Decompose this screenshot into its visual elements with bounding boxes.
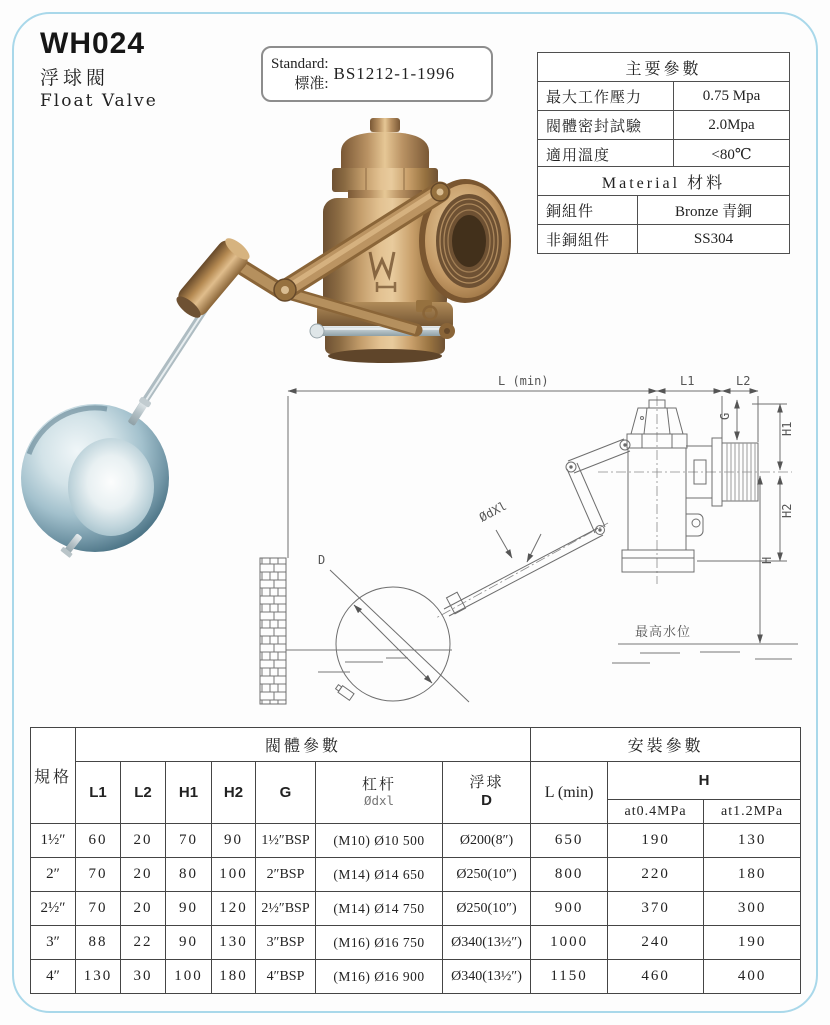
col-head-l1: L1 <box>76 762 121 824</box>
cell-lever: (M10) Ø10 500 <box>316 824 443 858</box>
cell-lmin: 800 <box>531 858 608 892</box>
cell-lmin: 1000 <box>531 926 608 960</box>
group-head-install: 安裝參數 <box>531 728 801 762</box>
table-row <box>31 926 801 960</box>
cell-lmin: 650 <box>531 824 608 858</box>
material-table <box>537 166 790 254</box>
cell-spec: 2″ <box>31 858 76 892</box>
table-row <box>538 140 790 169</box>
dim-label-l1: L1 <box>680 374 695 388</box>
cell-h2: 130 <box>212 926 256 960</box>
cell-lever: (M16) Ø16 900 <box>316 960 443 994</box>
cell-lmin: 1150 <box>531 960 608 994</box>
table-row <box>538 111 790 140</box>
col-head-h04: at0.4MPa <box>608 800 704 824</box>
cell-float: Ø200(8″) <box>443 824 531 858</box>
param-label: 最大工作壓力 <box>538 82 674 111</box>
param-value: 2.0Mpa <box>674 111 790 140</box>
col-head-float-cn: 浮球 <box>469 774 504 791</box>
cell-h04: 370 <box>608 892 704 926</box>
table-row <box>31 960 801 994</box>
cell-spec: 4″ <box>31 960 76 994</box>
table-row <box>538 167 790 196</box>
cell-lever: (M16) Ø16 750 <box>316 926 443 960</box>
title-block <box>40 28 158 111</box>
product-name-en: Float Valve <box>40 90 158 111</box>
cell-h12: 300 <box>704 892 801 926</box>
dim-label-h2: H2 <box>780 503 794 518</box>
dim-label-h: H <box>760 556 774 564</box>
dim-label-lmin: L (min) <box>498 374 549 388</box>
cell-g: 4″BSP <box>256 960 316 994</box>
cell-l2: 30 <box>121 960 166 994</box>
table-row <box>538 225 790 254</box>
material-label: 銅組件 <box>538 196 638 225</box>
cell-h1: 90 <box>166 892 212 926</box>
main-params-title: 主要參數 <box>538 53 790 82</box>
col-head-spec: 規格 <box>31 728 76 824</box>
cell-l2: 22 <box>121 926 166 960</box>
dim-label-d: D <box>318 553 326 567</box>
standard-label-en: Standard: <box>271 55 329 72</box>
cell-l1: 70 <box>76 892 121 926</box>
param-value: 0.75 Mpa <box>674 82 790 111</box>
cell-spec: 3″ <box>31 926 76 960</box>
dim-label-l2: L2 <box>736 374 751 388</box>
col-head-h12: at1.2MPa <box>704 800 801 824</box>
material-title: Material 材料 <box>538 167 790 196</box>
standard-labels <box>271 54 329 95</box>
cell-spec: 1½″ <box>31 824 76 858</box>
cell-h04: 240 <box>608 926 704 960</box>
table-row <box>31 728 801 762</box>
spec-table <box>30 727 801 994</box>
standard-box <box>261 46 493 102</box>
wall-hatch <box>260 558 286 704</box>
table-row <box>538 82 790 111</box>
cell-g: 2½″BSP <box>256 892 316 926</box>
cell-g: 1½″BSP <box>256 824 316 858</box>
col-head-float-dim: D <box>481 792 492 810</box>
cell-h04: 190 <box>608 824 704 858</box>
water-level-label: 最高水位 <box>635 624 692 639</box>
table-row <box>31 858 801 892</box>
cell-l1: 60 <box>76 824 121 858</box>
material-value: Bronze 青銅 <box>638 196 790 225</box>
table-row <box>31 824 801 858</box>
centerlines <box>393 396 792 644</box>
col-head-l2: L2 <box>121 762 166 824</box>
product-name-cn: 浮球閥 <box>40 67 110 89</box>
cell-l2: 20 <box>121 892 166 926</box>
cell-h12: 130 <box>704 824 801 858</box>
cell-h1: 80 <box>166 858 212 892</box>
technical-drawing <box>250 372 810 722</box>
table-row <box>538 196 790 225</box>
material-label: 非銅組件 <box>538 225 638 254</box>
cell-h1: 100 <box>166 960 212 994</box>
group-head-valve: 閥體參數 <box>76 728 531 762</box>
cell-lever: (M14) Ø14 650 <box>316 858 443 892</box>
cell-h1: 90 <box>166 926 212 960</box>
cell-lmin: 900 <box>531 892 608 926</box>
cell-float: Ø250(10″) <box>443 892 531 926</box>
dim-label-h1: H1 <box>780 421 794 436</box>
col-head-lever-cn: 杠杆 <box>361 776 396 793</box>
cell-h04: 220 <box>608 858 704 892</box>
float-ball <box>21 396 169 558</box>
cell-h2: 120 <box>212 892 256 926</box>
table-row <box>538 53 790 82</box>
cell-h12: 190 <box>704 926 801 960</box>
table-row <box>31 892 801 926</box>
cell-l1: 70 <box>76 858 121 892</box>
standard-label-cn: 標准: <box>294 76 329 92</box>
param-label: 閥體密封試驗 <box>538 111 674 140</box>
col-head-float <box>443 762 531 824</box>
col-head-lever-dim: Ødxl <box>363 792 395 808</box>
col-head-h-group: H <box>608 762 801 800</box>
cell-l1: 130 <box>76 960 121 994</box>
col-head-g: G <box>256 762 316 824</box>
cell-float: Ø250(10″) <box>443 858 531 892</box>
cell-l2: 20 <box>121 858 166 892</box>
cell-g: 2″BSP <box>256 858 316 892</box>
product-model: WH024 <box>40 27 146 60</box>
cell-l2: 20 <box>121 824 166 858</box>
cell-g: 3″BSP <box>256 926 316 960</box>
rod-sleeve <box>172 233 255 322</box>
cell-float: Ø340(13½″) <box>443 926 531 960</box>
water-level-lines <box>286 644 798 672</box>
param-label: 適用溫度 <box>538 140 674 169</box>
col-head-h1: H1 <box>166 762 212 824</box>
cell-h2: 100 <box>212 858 256 892</box>
dim-label-g: G <box>718 412 732 420</box>
col-head-lever <box>316 762 443 824</box>
standard-value: BS1212-1-1996 <box>333 64 456 83</box>
cell-h12: 180 <box>704 858 801 892</box>
main-params-table <box>537 52 790 169</box>
cell-h04: 460 <box>608 960 704 994</box>
cell-h1: 70 <box>166 824 212 858</box>
cell-h2: 90 <box>212 824 256 858</box>
table-row <box>31 762 801 800</box>
cell-spec: 2½″ <box>31 892 76 926</box>
cell-float: Ø340(13½″) <box>443 960 531 994</box>
cell-l1: 88 <box>76 926 121 960</box>
param-value: <80℃ <box>674 140 790 169</box>
material-value: SS304 <box>638 225 790 254</box>
dim-label-rod: ØdXl <box>476 498 509 525</box>
cell-h12: 400 <box>704 960 801 994</box>
cell-h2: 180 <box>212 960 256 994</box>
col-head-h2: H2 <box>212 762 256 824</box>
col-head-lmin: L (min) <box>531 762 608 824</box>
cell-lever: (M14) Ø14 750 <box>316 892 443 926</box>
